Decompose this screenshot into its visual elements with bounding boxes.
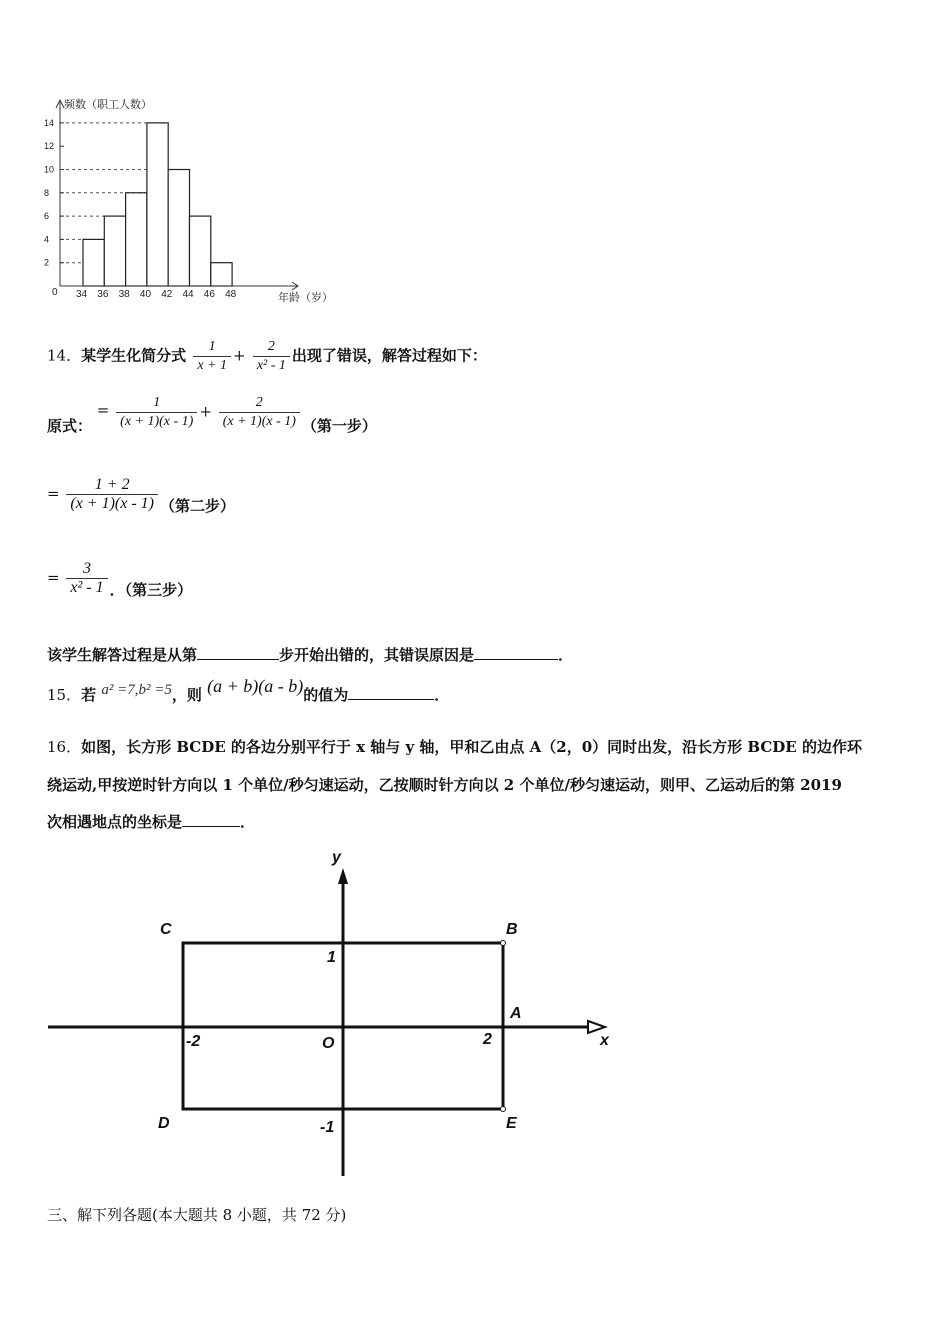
point-e-marker	[501, 1107, 506, 1112]
q16-line3-text: 次相遇地点的坐标是	[47, 813, 183, 831]
point-b-label: B	[506, 921, 518, 938]
q14-s3-eq: =	[47, 568, 60, 587]
q14-f1-den: x + 1	[193, 356, 231, 375]
q14-step3-label: ．（第三步）	[109, 580, 193, 599]
histogram-x-tick-label: 34	[76, 289, 88, 300]
point-c-label: C	[160, 921, 172, 938]
q14-step1	[47, 394, 377, 435]
histogram-x-tick-label: 38	[118, 289, 130, 300]
q14-blank-1	[197, 645, 279, 660]
histogram-bar	[104, 216, 125, 286]
q16-line3	[47, 811, 255, 832]
q14-s1-frac-b	[219, 394, 300, 431]
histogram-y-tick-label: 14	[44, 117, 55, 128]
q14-s2-num: 1 + 2	[94, 476, 130, 493]
q14-step2	[47, 476, 235, 513]
y-tick-neg1: -1	[320, 1119, 335, 1136]
q16-end: ．	[240, 813, 256, 831]
histogram-x-tick-label: 42	[161, 289, 173, 300]
q14-plus: +	[233, 346, 246, 365]
histogram-y-tick-label: 12	[44, 141, 55, 152]
histogram-bar	[126, 193, 147, 286]
y-tick-1: 1	[327, 949, 336, 966]
q14-step3	[47, 560, 192, 597]
histogram-y-tick-label: 10	[44, 164, 55, 175]
point-d-label: D	[158, 1115, 170, 1132]
q16-line1-text: 如图，长方形 BCDE 的各边分别平行于 x 轴与 y 轴，甲和乙由点 A（2，0）同时出发，沿长方形 BCDE 的边作环	[81, 738, 862, 756]
q14-s2-frac	[66, 476, 158, 513]
point-a-label: A	[510, 1005, 522, 1022]
q14-s1-a-den: (x + 1)(x - 1)	[116, 412, 197, 431]
histogram-y-tick-label: 8	[44, 187, 50, 198]
q15-ze: ，则	[171, 686, 202, 704]
q16-line2: 绕运动,甲按逆时针方向以 1 个单位/秒匀速运动，乙按顺时针方向以 2 个单位/秒匀速运动，则甲、乙运动后的第 2019	[47, 776, 842, 794]
histogram-bar	[168, 170, 189, 287]
q14-fraction-2	[253, 338, 290, 375]
q14-question	[47, 644, 573, 665]
q14-blank-2	[474, 645, 558, 660]
q15	[47, 676, 450, 705]
q14-f1-num: 1	[208, 339, 216, 354]
q14-intro-text: 某学生化简分式	[81, 346, 187, 365]
q14-s1-a-num: 1	[153, 395, 161, 410]
q15-blank	[348, 685, 434, 700]
y-axis-arrow-icon	[338, 868, 348, 884]
x-tick-neg2: -2	[186, 1033, 201, 1050]
histogram-x-tick-label: 48	[225, 289, 237, 300]
histogram-xlabel: 年龄（岁）	[278, 292, 333, 304]
q14-number: 14．	[47, 346, 82, 365]
q15-expression: (a + b)(a - b)	[207, 676, 304, 696]
age-histogram	[30, 90, 360, 315]
q14-question-end: ．	[558, 646, 574, 664]
y-axis-label: y	[332, 849, 341, 866]
histogram-y-tick-label: 4	[44, 234, 50, 245]
q14-question-text2: 步开始出错的，其错误原因是	[279, 646, 475, 664]
q15-tail: 的值为	[303, 686, 349, 704]
q14-fraction-1	[193, 338, 231, 375]
point-e-label: E	[506, 1115, 517, 1132]
histogram-origin-label: 0	[52, 287, 58, 298]
q15-ruo: 若	[81, 686, 97, 704]
section-3-heading: 三、解下列各题(本大题共 8 小题，共 72 分)	[47, 1206, 347, 1224]
q14-f2-den: x² - 1	[253, 356, 290, 375]
histogram-y-tick-label: 2	[44, 257, 50, 268]
q14-intro	[47, 338, 487, 375]
q14-question-text1: 该学生解答过程是从第	[47, 646, 198, 664]
x-axis-label: x	[600, 1032, 609, 1049]
histogram-x-tick-label: 36	[97, 289, 109, 300]
origin-label: O	[322, 1035, 335, 1052]
q16-number: 16．	[47, 738, 82, 756]
histogram-x-tick-label: 46	[203, 289, 215, 300]
q14-s1-eq: =	[96, 400, 110, 419]
q14-s3-num: 3	[82, 560, 91, 577]
q14-step1-label: （第一步）	[301, 416, 377, 435]
histogram-bar	[211, 263, 232, 286]
histogram-ylabel: 频数（职工人数）	[64, 99, 152, 111]
histogram-bar	[147, 123, 168, 286]
q16-line1	[47, 736, 862, 757]
q14-s3-frac	[66, 560, 107, 597]
rectangle-coordinate-diagram	[40, 840, 630, 1180]
q14-intro-after: 出现了错误，解答过程如下：	[291, 346, 487, 365]
q14-step2-label: （第二步）	[160, 496, 236, 515]
q14-s1-plus: +	[199, 402, 212, 421]
q14-s1-b-den: (x + 1)(x - 1)	[219, 412, 300, 431]
q15-number: 15．	[47, 686, 82, 704]
q14-s3-den: x² - 1	[66, 578, 107, 597]
q14-f2-num: 2	[267, 339, 275, 354]
q14-s2-eq: =	[47, 484, 60, 503]
x-tick-2: 2	[483, 1031, 492, 1048]
histogram-bar	[83, 239, 104, 286]
q14-s2-den: (x + 1)(x - 1)	[66, 494, 158, 513]
q15-condition: a² =7,b² =5	[101, 682, 172, 698]
histogram-y-tick-label: 6	[44, 211, 50, 222]
q14-s1-b-num: 2	[255, 395, 263, 410]
histogram-x-tick-label: 44	[182, 289, 194, 300]
point-b-marker	[501, 941, 506, 946]
q16-blank	[182, 812, 240, 827]
q14-original-label: 原式：	[47, 416, 93, 435]
q15-end: ．	[434, 686, 450, 704]
histogram-bar	[190, 216, 211, 286]
histogram-x-tick-label: 40	[139, 289, 152, 300]
q14-s1-frac-a	[116, 394, 197, 431]
